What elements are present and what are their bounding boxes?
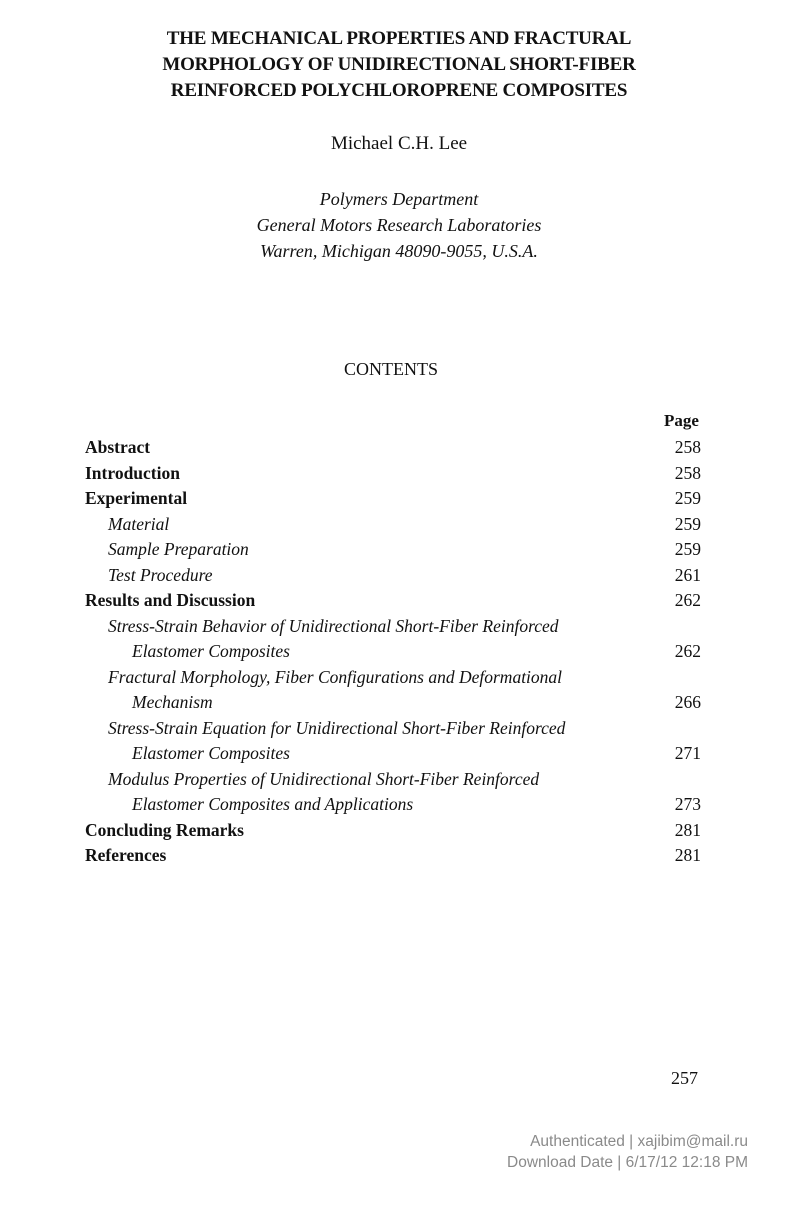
toc-entry-test-procedure	[85, 563, 701, 589]
toc-entry-page: 273	[674, 794, 701, 814]
article-title	[0, 26, 786, 104]
contents-heading: CONTENTS	[344, 359, 438, 379]
toc-entry-experimental	[85, 486, 701, 512]
toc-entry-page: 258	[674, 462, 701, 483]
toc-entry-label: Elastomer Composites	[132, 743, 290, 763]
toc-entry-label: Concluding Remarks	[85, 819, 244, 840]
author-name: Michael C.H. Lee	[330, 133, 468, 154]
toc-entry-label: Stress-Strain Equation for Unidirectional Short-Fiber Reinforced	[108, 717, 566, 738]
toc-entry-label: Test Procedure	[108, 564, 213, 585]
toc-entry-page: 266	[674, 692, 701, 712]
toc-entry-modulus-properties	[85, 767, 701, 793]
table-of-contents	[85, 435, 701, 869]
toc-entry-page: 259	[674, 488, 701, 508]
toc-entry-fractural-morphology	[85, 665, 701, 691]
toc-entry-stress-strain-equation	[85, 716, 701, 742]
watermark-line: Download Date | 6/17/12 12:18 PM	[507, 1154, 748, 1171]
title-line: MORPHOLOGY OF UNIDIRECTIONAL SHORT-FIBER	[162, 54, 636, 75]
affiliation-department: Polymers Department	[319, 189, 479, 209]
title-line: REINFORCED POLYCHLOROPRENE COMPOSITES	[170, 80, 628, 101]
toc-entry-label: References	[85, 845, 167, 865]
toc-entry-continuation	[85, 690, 701, 716]
toc-entry-continuation	[85, 792, 701, 818]
toc-entry-stress-strain-behavior	[85, 614, 701, 640]
toc-entry-page: 281	[674, 819, 701, 840]
toc-entry-references	[85, 843, 701, 869]
toc-entry-label: Experimental	[85, 488, 188, 508]
toc-entry-page: 259	[674, 539, 701, 559]
toc-entry-results-and-discussion	[85, 588, 701, 614]
toc-entry-abstract	[85, 435, 701, 461]
toc-entry-page: 281	[674, 845, 701, 865]
toc-entry-page: 262	[674, 590, 701, 610]
toc-entry-label: Modulus Properties of Unidirectional Short-Fiber Reinforced	[108, 768, 540, 789]
toc-entry-label: Elastomer Composites	[132, 641, 290, 661]
toc-entry-sample-preparation	[85, 537, 701, 563]
toc-entry-continuation	[85, 741, 701, 767]
page-number: 257	[671, 1068, 698, 1088]
page-column-label: Page	[664, 411, 699, 430]
affiliation-organization: General Motors Research Laboratories	[256, 215, 542, 235]
toc-entry-continuation	[85, 639, 701, 665]
toc-entry-label: Sample Preparation	[108, 539, 249, 559]
toc-entry-introduction	[85, 461, 701, 487]
toc-entry-page: 261	[674, 564, 701, 585]
toc-entry-page: 262	[674, 641, 701, 661]
toc-entry-concluding-remarks	[85, 818, 701, 844]
toc-entry-label: Introduction	[85, 462, 180, 483]
title-line: THE MECHANICAL PROPERTIES AND FRACTURAL	[166, 28, 632, 49]
toc-entry-label: Mechanism	[132, 692, 213, 712]
toc-entry-page: 258	[674, 437, 701, 457]
affiliation-address: Warren, Michigan 48090-9055, U.S.A.	[260, 241, 538, 261]
affiliation	[0, 186, 786, 264]
toc-entry-label: Fractural Morphology, Fiber Configurations and Deformational	[108, 666, 563, 687]
watermark-line: Authenticated | xajibim@mail.ru	[530, 1133, 748, 1150]
authentication-watermark	[507, 1131, 748, 1173]
toc-entry-label: Results and Discussion	[85, 590, 256, 610]
toc-entry-label: Stress-Strain Behavior of Unidirectional Short-Fiber Reinforced	[108, 615, 559, 636]
toc-entry-label: Abstract	[85, 437, 151, 457]
toc-entry-page: 259	[674, 513, 701, 534]
toc-entry-label: Material	[108, 513, 170, 534]
toc-entry-material	[85, 512, 701, 538]
toc-entry-label: Elastomer Composites and Applications	[132, 794, 414, 814]
toc-entry-page: 271	[674, 743, 701, 763]
